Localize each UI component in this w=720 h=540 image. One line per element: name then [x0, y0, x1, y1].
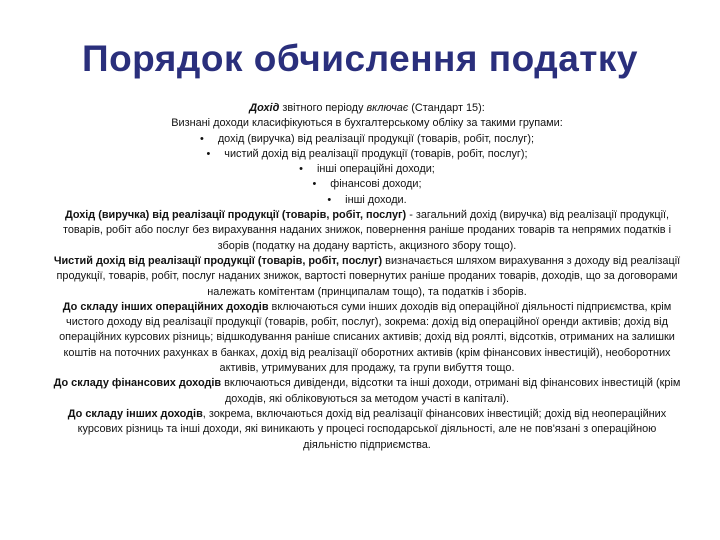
- list-item-text: чистий дохід від реалізації продукції (товарів, робіт, послуг);: [224, 147, 528, 160]
- bullet-icon: •: [299, 163, 303, 176]
- list-item: [52, 132, 682, 147]
- list-item-text: фінансові доходи;: [330, 178, 422, 191]
- definition-revenue: [52, 208, 682, 254]
- bullet-icon: •: [327, 193, 332, 206]
- definition-text: - загальний дохід (виручка) від реалізації продукції, товарів, робіт або послуг без вирахування наданих знижок, повернення раніше проданих товарів та непрямих податків і зборів (податку на додану вартість, акцизного збору тощо).: [63, 209, 671, 252]
- list-item: [52, 147, 682, 162]
- definition-text: , зокрема, включаються дохід від реалізації фінансових інвестицій; дохід від неопераційних курсових різниць та інші доходи, які виникають у процесі господарської діяльності, але не пов'язані з операційною діяльністю підприємства.: [77, 407, 667, 451]
- intro-term: Дохід: [249, 102, 280, 114]
- bullet-icon: •: [312, 178, 317, 191]
- intro-emphasis: включає: [366, 102, 409, 114]
- definition-other-operating-income: [52, 300, 682, 376]
- definition-term: До складу інших операційних доходів: [62, 300, 269, 313]
- slide-body: [52, 101, 682, 453]
- definition-term: До складу інших доходів: [67, 407, 203, 420]
- intro-line: [52, 101, 682, 116]
- definition-net-revenue: [52, 254, 682, 300]
- intro-text-2: (Стандарт 15):: [408, 102, 485, 114]
- definition-financial-income: [52, 376, 682, 407]
- groups-line: Визнані доходи класифікуються в бухгалтерському обліку за такими групами:: [171, 117, 563, 130]
- definition-text: включаються суми інших доходів від операційної діяльності підприємства, крім чистого доходу від реалізації продукції (товарів, робіт, послуг), зокрема: дохід від операційної оренди активів; дохід від операційних курсових різниць; відшкодування раніше списаних активів; дохід від роялті, відсотків, отриманих на залишки коштів на поточних рахунках в банках, дохід від реалізації оборотних активів (крім фінансових інвестицій), необоротних активів, утримуваних для продажу, та групи вибуття тощо.: [59, 300, 675, 375]
- intro-text-1: звітного періоду: [279, 102, 367, 114]
- definition-other-income: [52, 407, 682, 453]
- bullet-icon: •: [206, 147, 211, 160]
- list-item-text: інші операційні доходи;: [316, 163, 435, 176]
- list-item: [52, 177, 682, 192]
- definition-text: визначається шляхом вирахування з доходу від реалізації продукції, товарів, робіт, послуг наданих знижок, вартості повернутих раніше проданих товарів, доходів, що за договорами належать комітентам (принципалам тощо), та податків і зборів.: [56, 254, 681, 298]
- list-item: [52, 162, 682, 177]
- definition-term: Чистий дохід від реалізації продукції (товарів, робіт, послуг): [53, 254, 383, 267]
- list-item: [52, 193, 682, 208]
- definition-term: Дохід (виручка) від реалізації продукції (товарів, робіт, послуг): [64, 209, 407, 222]
- definition-text: включаються дивіденди, відсотки та інші доходи, отримані від фінансових інвестицій (крім доходів, які обліковуються за методом участі в капіталі).: [221, 377, 681, 405]
- list-item-text: інші доходи.: [345, 193, 407, 206]
- definition-term: До складу фінансових доходів: [53, 377, 222, 390]
- slide-title: Порядок обчислення податку: [81, 38, 639, 79]
- bullet-icon: •: [200, 132, 204, 145]
- list-item-text: дохід (виручка) від реалізації продукції (товарів, робіт, послуг);: [217, 132, 534, 145]
